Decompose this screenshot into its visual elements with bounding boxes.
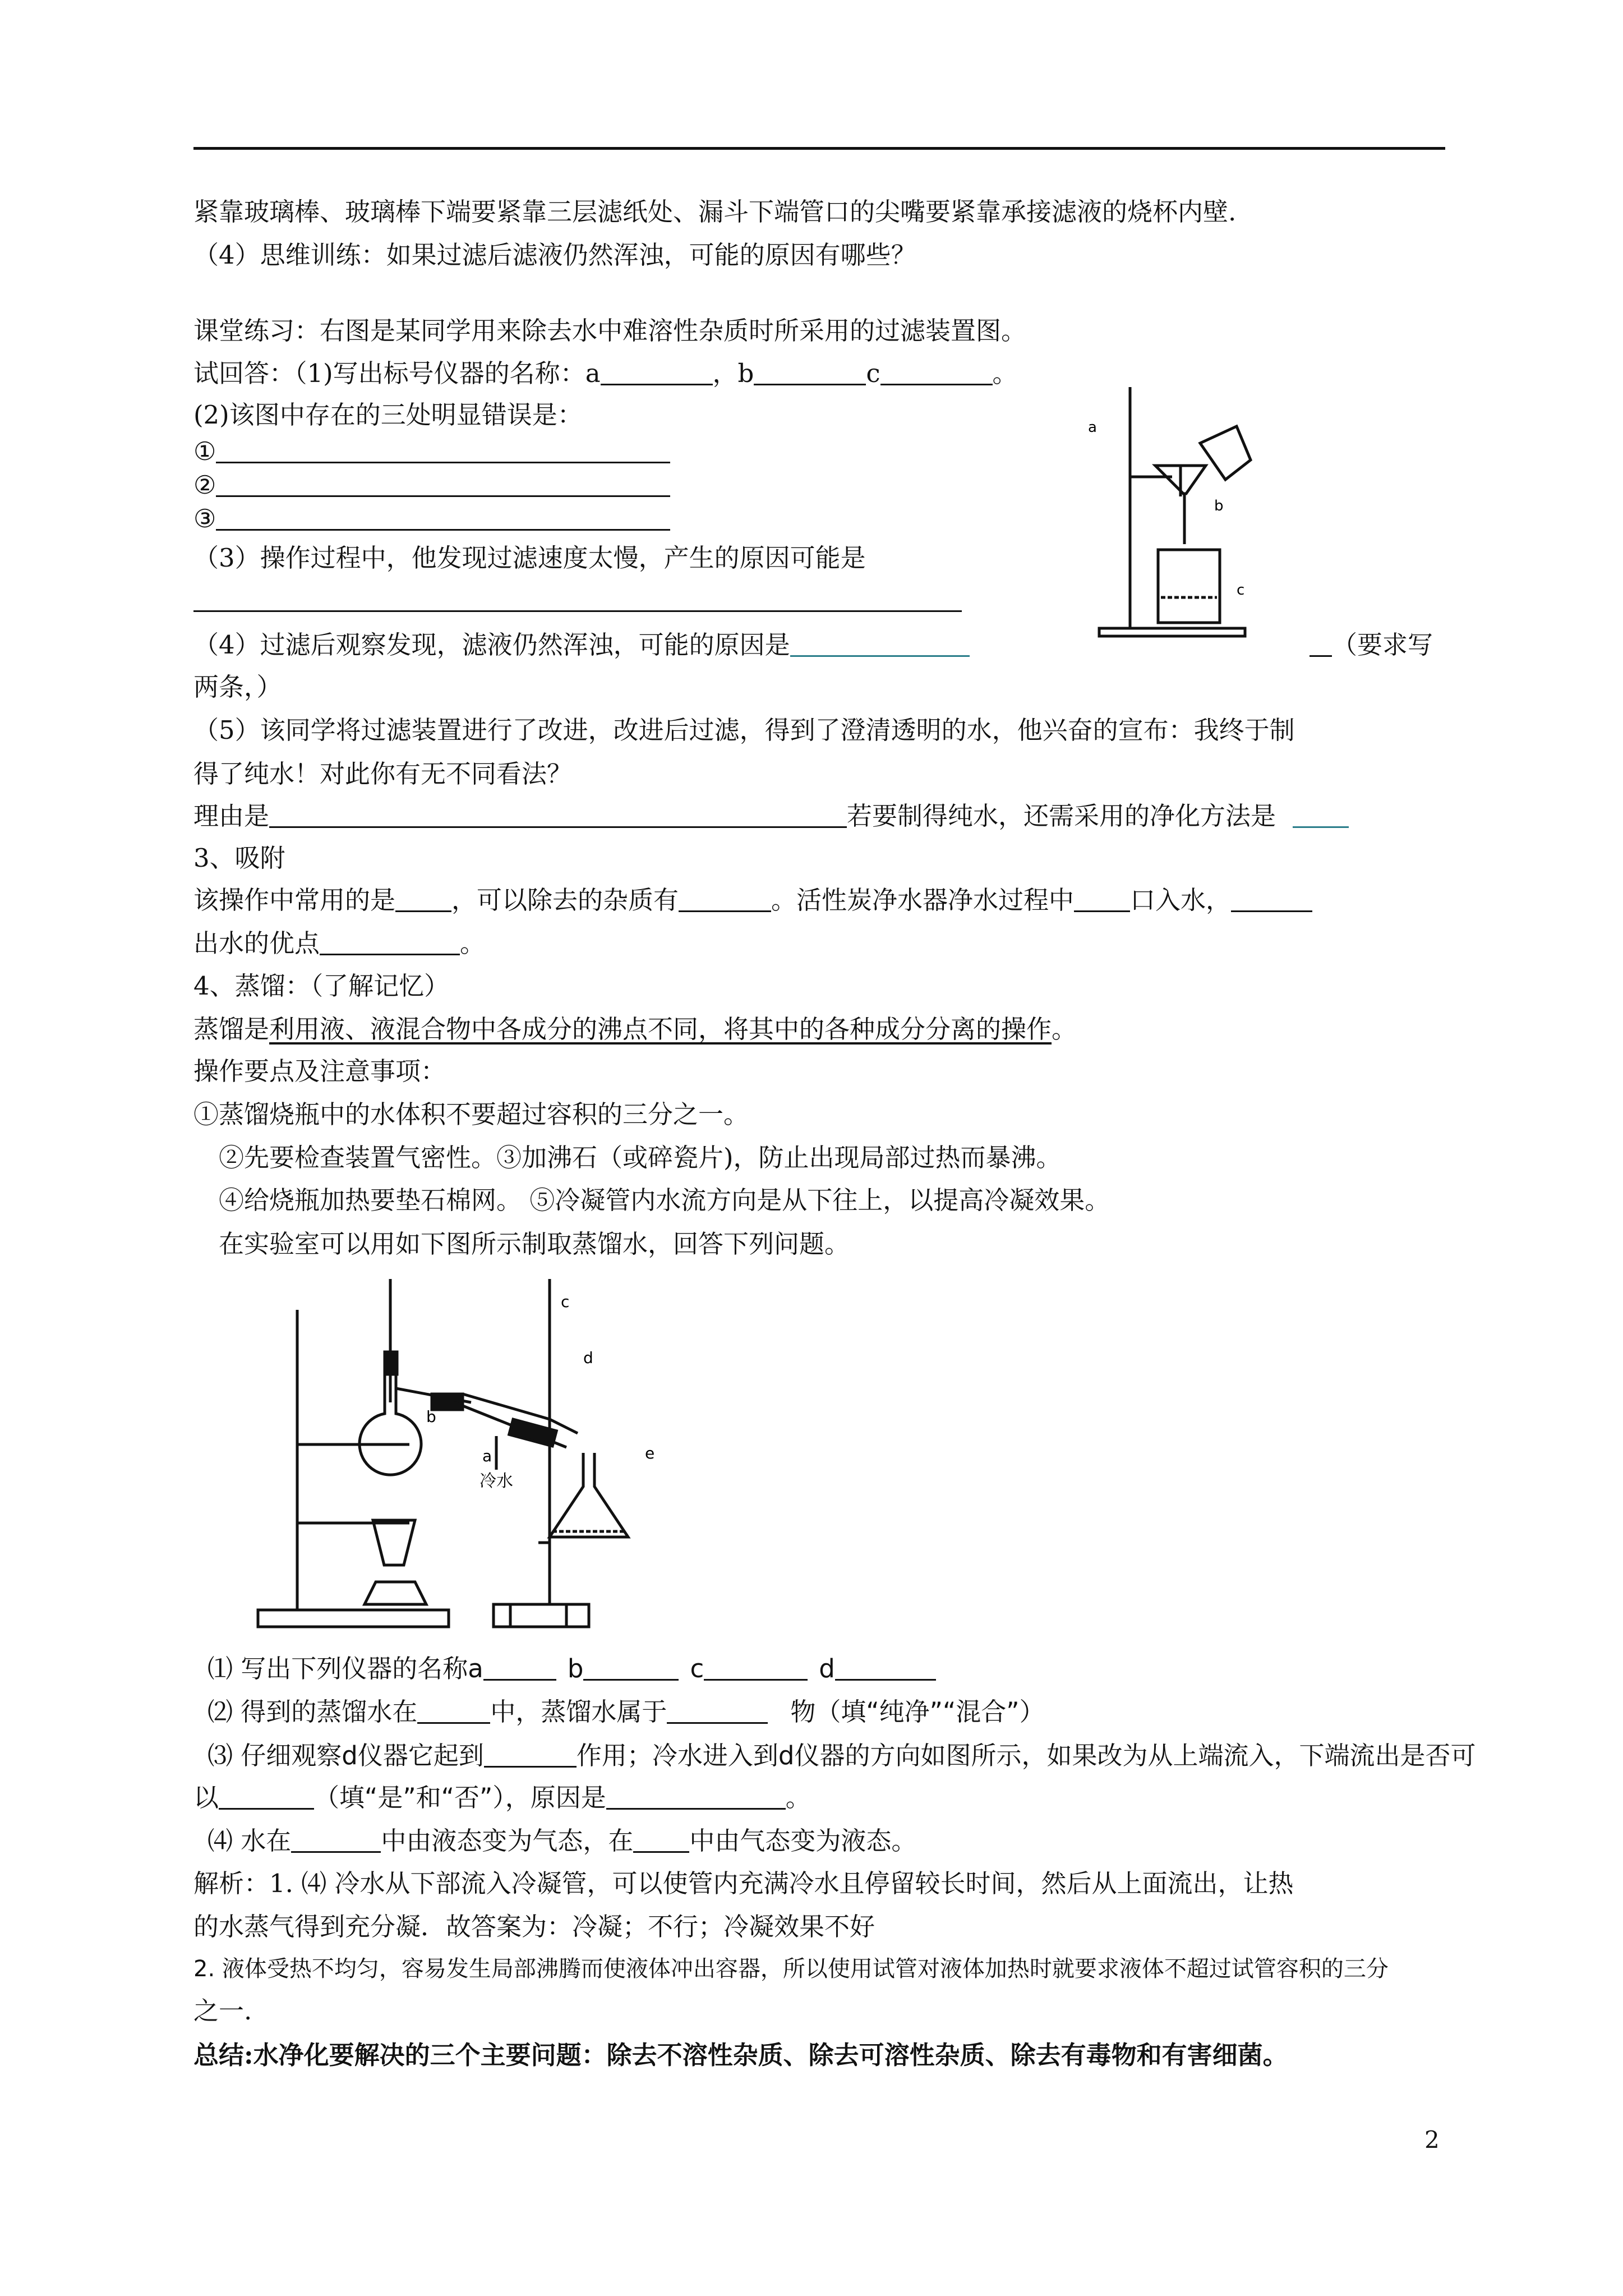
text: （4）过滤后观察发现，滤液仍然浑浊，可能的原因是 bbox=[193, 630, 790, 660]
question-line bbox=[193, 502, 670, 536]
section-heading: 3、吸附 bbox=[193, 843, 285, 873]
text-line: ②先要检查装置气密性。③加沸石（或碎瓷片)，防止出现局部过热而暴沸。 bbox=[219, 1143, 1062, 1172]
answer-blank[interactable] bbox=[1310, 629, 1332, 657]
text: ，可以除去的杂质有 bbox=[451, 885, 679, 915]
analysis-line: 的水蒸气得到充分凝．故答案为：冷凝；不行；冷凝效果不好 bbox=[193, 1912, 875, 1941]
text: 理由是 bbox=[193, 801, 270, 831]
text: 。 bbox=[460, 928, 486, 958]
question-line bbox=[193, 628, 970, 662]
summary-line: 总结:水净化要解决的三个主要问题：除去不溶性杂质、除去可溶性杂质、除去有毒物和有害细菌。 bbox=[193, 2040, 1288, 2070]
answer-blank[interactable] bbox=[601, 358, 713, 385]
answer-blank[interactable] bbox=[320, 928, 460, 955]
label-b-flask: b bbox=[426, 1407, 436, 1426]
answer-blank[interactable] bbox=[606, 1782, 786, 1810]
question-line bbox=[193, 884, 1312, 917]
label-b: b bbox=[1214, 498, 1224, 514]
label-e-flask: e bbox=[645, 1444, 655, 1462]
text: ⑴ 写出下列仪器的名称a bbox=[208, 1654, 483, 1683]
text: （填“是”和“否”），原因是 bbox=[314, 1783, 606, 1812]
text: 该操作中常用的是 bbox=[193, 885, 396, 915]
question-line bbox=[193, 435, 670, 468]
label-d-condenser: d bbox=[583, 1349, 593, 1367]
text: 蒸馏是 bbox=[193, 1014, 270, 1044]
answer-blank[interactable] bbox=[193, 585, 962, 612]
text: 作用；冷水进入到d仪器的方向如图所示，如果改为从上端流入，下端流出是否可 bbox=[576, 1741, 1476, 1770]
answer-blank[interactable] bbox=[1231, 885, 1312, 912]
answer-blank[interactable] bbox=[754, 358, 866, 385]
text-line: （5）该同学将过滤装置进行了改进，改进后过滤，得到了澄清透明的水，他兴奋的宣布：我终于制 bbox=[193, 715, 1295, 745]
text-line: (2)该图中存在的三处明显错误是： bbox=[193, 400, 583, 430]
text: ① bbox=[193, 436, 216, 466]
answer-blank[interactable] bbox=[679, 885, 771, 912]
text: 出水的优点 bbox=[193, 928, 320, 958]
text: ② bbox=[193, 470, 216, 500]
text: 。 bbox=[1052, 1014, 1077, 1044]
definition-text: 利用液、液混合物中各成分的沸点不同，将其中的各种成分分离的操作 bbox=[269, 1014, 1052, 1044]
distillation-apparatus-figure bbox=[247, 1268, 740, 1638]
answer-blank[interactable] bbox=[704, 1653, 808, 1681]
text: 试回答：（1)写出标号仪器的名称：a bbox=[193, 358, 601, 388]
answer-blank[interactable] bbox=[216, 470, 670, 497]
text: ⑷ 水在 bbox=[208, 1826, 292, 1856]
label-c: c bbox=[1237, 582, 1245, 599]
text-line: 得了纯水！对此你有无不同看法？ bbox=[193, 759, 573, 789]
answer-blank[interactable] bbox=[880, 358, 993, 385]
label-c-stand: c bbox=[561, 1292, 570, 1311]
text: 口入水， bbox=[1130, 885, 1232, 915]
text: 。 bbox=[992, 358, 1018, 388]
text: ，b bbox=[712, 358, 754, 388]
question-line bbox=[193, 927, 485, 960]
answer-blank[interactable] bbox=[219, 1782, 314, 1810]
label-a: a bbox=[1088, 419, 1097, 436]
answer-blank[interactable] bbox=[1293, 800, 1349, 828]
section-heading: 4、蒸馏：（了解记忆） bbox=[193, 971, 450, 1001]
text-line: （4）思维训练：如果过滤后滤液仍然浑浊，可能的原因有哪些？ bbox=[193, 240, 916, 270]
text: c bbox=[866, 358, 880, 388]
analysis-line: 之一. bbox=[193, 1996, 252, 2026]
answer-blank[interactable] bbox=[484, 1740, 577, 1768]
question-line bbox=[193, 583, 962, 617]
question-line bbox=[193, 468, 670, 502]
header-rule bbox=[193, 147, 1445, 150]
answer-blank[interactable] bbox=[1074, 885, 1130, 912]
text: b bbox=[567, 1654, 584, 1683]
analysis-line: 解析：1. ⑷ 冷水从下部流入冷凝管，可以使管内充满冷水且停留较长时间，然后从上面流出，让热 bbox=[193, 1869, 1294, 1898]
question-line bbox=[208, 1695, 1045, 1729]
text: ⑵ 得到的蒸馏水在 bbox=[208, 1697, 418, 1727]
question-line bbox=[193, 357, 1018, 390]
text: 。 bbox=[785, 1783, 811, 1812]
text: 中，蒸馏水属于 bbox=[490, 1697, 667, 1727]
question-line bbox=[1310, 628, 1433, 662]
answer-blank[interactable] bbox=[417, 1696, 490, 1724]
text: 以 bbox=[193, 1783, 219, 1812]
text: ⑶ 仔细观察d仪器它起到 bbox=[208, 1741, 484, 1770]
text-line: ①蒸馏烧瓶中的水体积不要超过容积的三分之一。 bbox=[193, 1099, 749, 1129]
answer-blank[interactable] bbox=[216, 436, 670, 463]
question-line bbox=[193, 1781, 811, 1815]
text-line: 两条，） bbox=[193, 672, 282, 702]
text-line: 在实验室可以用如下图所示制取蒸馏水，回答下列问题。 bbox=[219, 1229, 850, 1259]
question-line bbox=[193, 799, 1349, 833]
question-line bbox=[208, 1652, 936, 1686]
answer-blank[interactable] bbox=[835, 1653, 936, 1681]
definition-line bbox=[193, 1013, 1077, 1046]
filtration-apparatus-figure bbox=[1088, 381, 1256, 639]
text-line: （3）操作过程中，他发现过滤速度太慢，产生的原因可能是 bbox=[193, 543, 866, 573]
text: 中由液态变为气态，在 bbox=[381, 1826, 634, 1856]
answer-blank[interactable] bbox=[583, 1653, 679, 1681]
text: （要求写 bbox=[1332, 630, 1433, 660]
answer-blank[interactable] bbox=[395, 885, 451, 912]
analysis-line: 2. 液体受热不均匀，容易发生局部沸腾而使液体冲出容器，所以使用试管对液体加热时就要求液体不超过试管容积的三分 bbox=[193, 1956, 1389, 1982]
text-line: 紧靠玻璃棒、玻璃棒下端要紧靠三层滤纸处、漏斗下端管口的尖嘴要紧靠承接滤液的烧杯内壁. bbox=[193, 197, 1237, 227]
answer-blank[interactable] bbox=[291, 1825, 381, 1853]
text: d bbox=[819, 1654, 835, 1683]
question-line bbox=[208, 1824, 916, 1858]
label-a-burner: a bbox=[482, 1447, 492, 1465]
text-line: 操作要点及注意事项： bbox=[193, 1056, 446, 1086]
text: c bbox=[690, 1654, 704, 1683]
text-line: ④给烧瓶加热要垫石棉网。 ⑤冷凝管内水流方向是从下往上，以提高冷凝效果。 bbox=[219, 1185, 1110, 1215]
answer-blank[interactable] bbox=[269, 800, 847, 828]
answer-blank[interactable] bbox=[790, 629, 970, 657]
question-line bbox=[208, 1739, 1476, 1773]
answer-blank[interactable] bbox=[667, 1696, 768, 1724]
answer-blank[interactable] bbox=[633, 1825, 689, 1853]
cold-water-label: 冷水 bbox=[479, 1471, 513, 1491]
page-number: 2 bbox=[1424, 2126, 1440, 2154]
text: ③ bbox=[193, 504, 216, 533]
text: 物（填“纯净”“混合”） bbox=[790, 1697, 1045, 1727]
text: 中由气态变为液态。 bbox=[689, 1826, 917, 1856]
answer-blank[interactable] bbox=[483, 1653, 556, 1681]
text: 若要制得纯水，还需采用的净化方法是 bbox=[847, 801, 1276, 831]
text: 。活性炭净水器净水过程中 bbox=[771, 885, 1075, 915]
text-line: 课堂练习：右图是某同学用来除去水中难溶性杂质时所采用的过滤装置图。 bbox=[193, 316, 1027, 346]
answer-blank[interactable] bbox=[216, 503, 670, 531]
